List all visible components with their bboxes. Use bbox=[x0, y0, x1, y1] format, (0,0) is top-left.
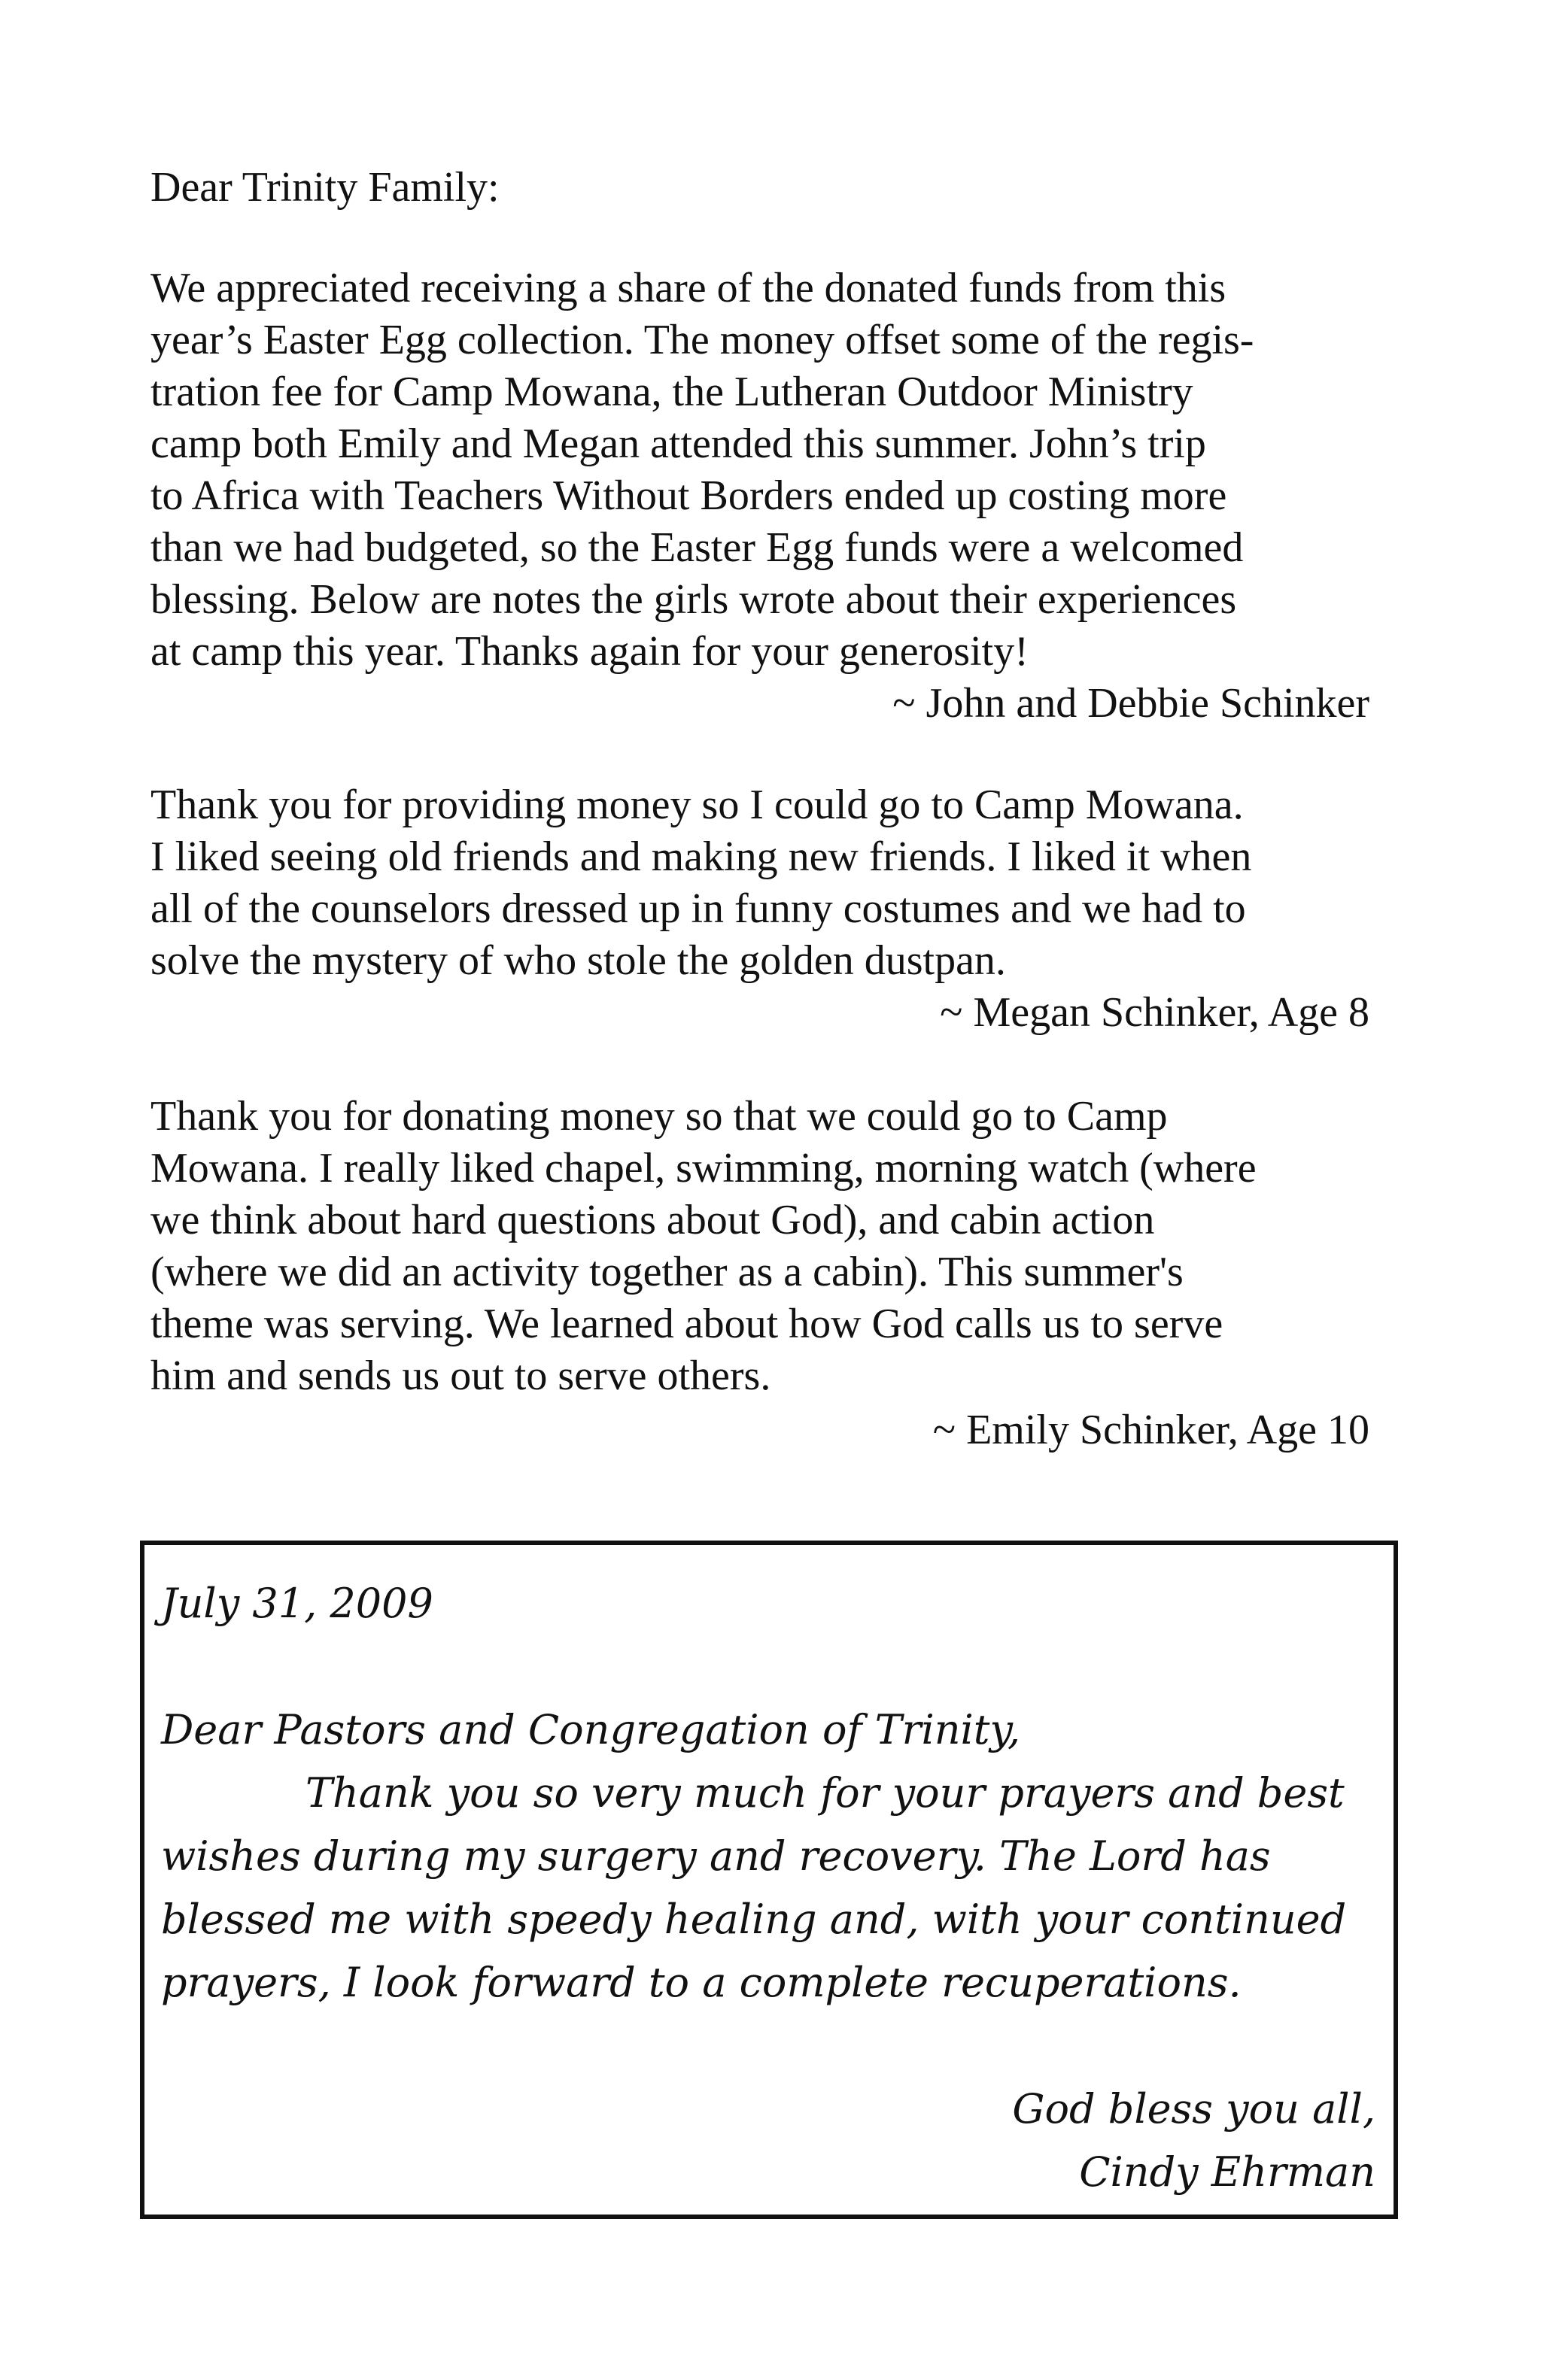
letter3-line: we think about hard questions about God), and cabin action bbox=[150, 1197, 1155, 1243]
letter1-line: tration fee for Camp Mowana, the Lutheran Outdoor Ministry bbox=[150, 369, 1193, 415]
letter2-signature: ~ Megan Schinker, Age 8 bbox=[940, 989, 1369, 1036]
letter1-line: year’s Easter Egg collection. The money offset some of the regis- bbox=[150, 317, 1254, 363]
letter1-line: blessing. Below are notes the girls wrote about their experiences bbox=[150, 576, 1237, 623]
note-line: Thank you so very much for your prayers and best bbox=[305, 1769, 1345, 1817]
letter1-signature: ~ John and Debbie Schinker bbox=[892, 680, 1369, 727]
note-line: prayers, I look forward to a complete recuperations. bbox=[161, 1959, 1242, 2006]
letter2-line: Thank you for providing money so I could go to Camp Mowana. bbox=[150, 782, 1244, 828]
note-line: blessed me with speedy healing and, with your continued bbox=[161, 1896, 1347, 1943]
letter1-salutation: Dear Trinity Family: bbox=[150, 164, 500, 211]
letter2-line: I liked seeing old friends and making new friends. I liked it when bbox=[150, 833, 1252, 880]
note-line: wishes during my surgery and recovery. The Lord has bbox=[161, 1832, 1271, 1880]
letter3-line: Thank you for donating money so that we could go to Camp bbox=[150, 1093, 1168, 1140]
thank-you-note-box bbox=[140, 1541, 1398, 2219]
letter3-line: him and sends us out to serve others. bbox=[150, 1352, 771, 1399]
letter3-line: theme was serving. We learned about how God calls us to serve bbox=[150, 1301, 1223, 1347]
letter3-line: (where we did an activity together as a cabin). This summer's bbox=[150, 1249, 1184, 1295]
letter1-line: We appreciated receiving a share of the donated funds from this bbox=[150, 265, 1226, 311]
note-date: July 31, 2009 bbox=[161, 1580, 433, 1627]
letter2-line: all of the counselors dressed up in funny costumes and we had to bbox=[150, 885, 1246, 932]
letter1-line: than we had budgeted, so the Easter Egg funds were a welcomed bbox=[150, 524, 1244, 571]
letter2-line: solve the mystery of who stole the golden dustpan. bbox=[150, 937, 1006, 984]
letter3-line: Mowana. I really liked chapel, swimming, morning watch (where bbox=[150, 1145, 1257, 1192]
letter1-line: at camp this year. Thanks again for your generosity! bbox=[150, 628, 1029, 675]
note-closing: God bless you all, bbox=[1012, 2085, 1375, 2133]
letter3-signature: ~ Emily Schinker, Age 10 bbox=[932, 1407, 1369, 1453]
note-signature: Cindy Ehrman bbox=[1079, 2148, 1375, 2196]
letter1-line: camp both Emily and Megan attended this summer. John’s trip bbox=[150, 420, 1206, 467]
note-salutation: Dear Pastors and Congregation of Trinity, bbox=[161, 1706, 1020, 1753]
letter1-line: to Africa with Teachers Without Borders ended up costing more bbox=[150, 472, 1227, 519]
